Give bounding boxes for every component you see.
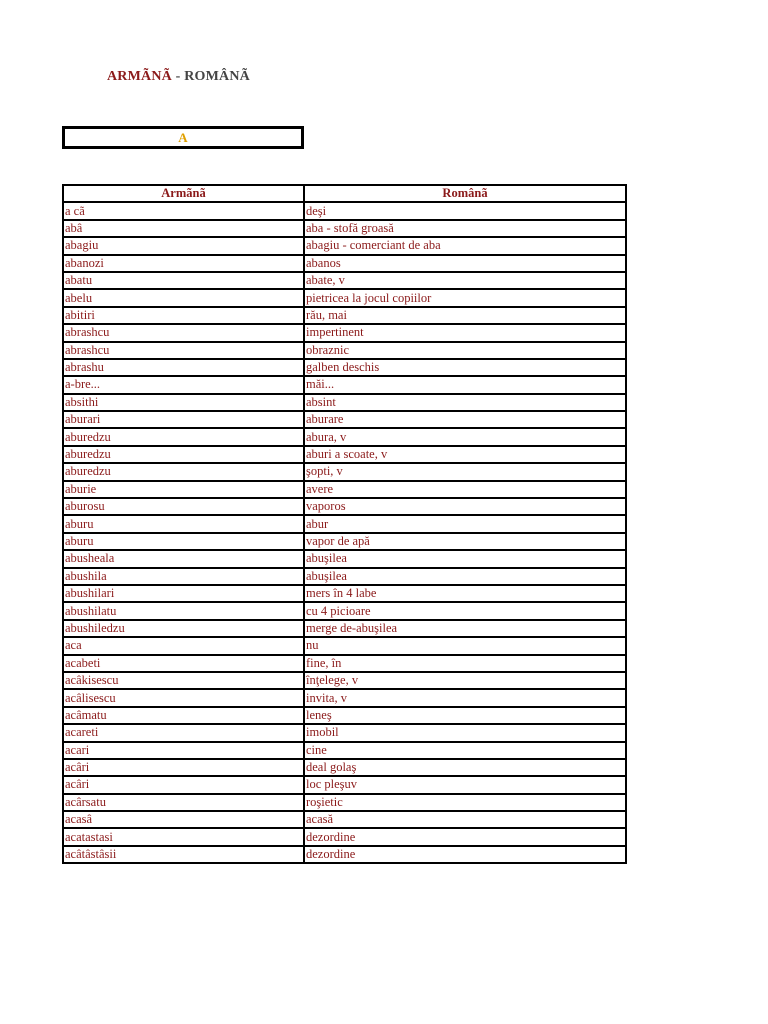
- title-romanian: ROMÂNÃ: [184, 69, 250, 84]
- romanian-translation: fine, în: [304, 655, 626, 672]
- table-row: [63, 602, 626, 619]
- romanian-translation: abuşilea: [304, 568, 626, 585]
- romanian-translation: nu: [304, 637, 626, 654]
- romanian-translation: şopti, v: [304, 463, 626, 480]
- romanian-translation: abagiu - comerciant de aba: [304, 237, 626, 254]
- romanian-translation: rău, mai: [304, 307, 626, 324]
- table-row: [63, 550, 626, 567]
- romanian-translation: galben deschis: [304, 359, 626, 376]
- table-row: [63, 515, 626, 532]
- romanian-translation: aba - stofă groasă: [304, 220, 626, 237]
- romanian-translation: leneş: [304, 707, 626, 724]
- table-row: [63, 689, 626, 706]
- table-row: [63, 394, 626, 411]
- romanian-translation: vapor de apă: [304, 533, 626, 550]
- aromanian-word: acasâ: [63, 811, 304, 828]
- romanian-translation: invita, v: [304, 689, 626, 706]
- dictionary-table: [62, 184, 627, 864]
- romanian-translation: absint: [304, 394, 626, 411]
- aromanian-word: acâri: [63, 776, 304, 793]
- aromanian-word: abanozi: [63, 255, 304, 272]
- section-letter-box: [62, 126, 304, 149]
- romanian-translation: abate, v: [304, 272, 626, 289]
- aromanian-word: aburie: [63, 481, 304, 498]
- romanian-translation: loc pleşuv: [304, 776, 626, 793]
- dictionary-body: [63, 202, 626, 863]
- table-row: [63, 846, 626, 863]
- aromanian-word: acareti: [63, 724, 304, 741]
- aromanian-word: aburosu: [63, 498, 304, 515]
- table-row: [63, 255, 626, 272]
- table-row: [63, 202, 626, 219]
- aromanian-word: abrashcu: [63, 324, 304, 341]
- romanian-translation: măi...: [304, 376, 626, 393]
- table-row: [63, 724, 626, 741]
- table-row: [63, 776, 626, 793]
- romanian-translation: deal golaş: [304, 759, 626, 776]
- romanian-translation: abanos: [304, 255, 626, 272]
- aromanian-word: aburedzu: [63, 428, 304, 445]
- aromanian-word: aburu: [63, 515, 304, 532]
- table-row: [63, 672, 626, 689]
- table-row: [63, 446, 626, 463]
- section-letter: A: [178, 130, 188, 145]
- table-row: [63, 585, 626, 602]
- romanian-translation: pietricea la jocul copiilor: [304, 289, 626, 306]
- romanian-translation: cine: [304, 742, 626, 759]
- table-row: [63, 707, 626, 724]
- aromanian-word: aburedzu: [63, 463, 304, 480]
- table-row: [63, 359, 626, 376]
- romanian-translation: abuşilea: [304, 550, 626, 567]
- table-row: [63, 481, 626, 498]
- table-row: [63, 620, 626, 637]
- table-row: [63, 342, 626, 359]
- aromanian-word: abushilari: [63, 585, 304, 602]
- aromanian-word: abelu: [63, 289, 304, 306]
- romanian-translation: înţelege, v: [304, 672, 626, 689]
- aromanian-word: acari: [63, 742, 304, 759]
- table-row: [63, 794, 626, 811]
- aromanian-word: abrashcu: [63, 342, 304, 359]
- aromanian-word: acâlisescu: [63, 689, 304, 706]
- aromanian-word: abrashu: [63, 359, 304, 376]
- aromanian-word: abagiu: [63, 237, 304, 254]
- aromanian-word: abushiledzu: [63, 620, 304, 637]
- title-separator: -: [171, 69, 185, 84]
- table-row: [63, 376, 626, 393]
- table-row: [63, 289, 626, 306]
- table-row: [63, 237, 626, 254]
- aromanian-word: a cã: [63, 202, 304, 219]
- romanian-translation: avere: [304, 481, 626, 498]
- romanian-translation: aburare: [304, 411, 626, 428]
- aromanian-word: acâkisescu: [63, 672, 304, 689]
- romanian-translation: abur: [304, 515, 626, 532]
- table-row: [63, 307, 626, 324]
- table-row: [63, 637, 626, 654]
- aromanian-word: abitiri: [63, 307, 304, 324]
- aromanian-word: acârsatu: [63, 794, 304, 811]
- aromanian-word: acatastasi: [63, 828, 304, 845]
- romanian-translation: imobil: [304, 724, 626, 741]
- table-row: [63, 811, 626, 828]
- table-row: [63, 828, 626, 845]
- aromanian-word: aburedzu: [63, 446, 304, 463]
- header-romanian: Românã: [304, 185, 626, 202]
- aromanian-word: absithi: [63, 394, 304, 411]
- document-title: [107, 69, 250, 85]
- aromanian-word: acabeti: [63, 655, 304, 672]
- romanian-translation: mers în 4 labe: [304, 585, 626, 602]
- romanian-translation: dezordine: [304, 846, 626, 863]
- aromanian-word: aburu: [63, 533, 304, 550]
- romanian-translation: cu 4 picioare: [304, 602, 626, 619]
- table-row: [63, 568, 626, 585]
- table-row: [63, 655, 626, 672]
- aromanian-word: abushilatu: [63, 602, 304, 619]
- aromanian-word: aca: [63, 637, 304, 654]
- table-row: [63, 220, 626, 237]
- table-row: [63, 498, 626, 515]
- aromanian-word: abâ: [63, 220, 304, 237]
- romanian-translation: abura, v: [304, 428, 626, 445]
- aromanian-word: aburari: [63, 411, 304, 428]
- aromanian-word: acâtâstâsii: [63, 846, 304, 863]
- aromanian-word: abusheala: [63, 550, 304, 567]
- table-row: [63, 324, 626, 341]
- romanian-translation: acasă: [304, 811, 626, 828]
- aromanian-word: a-bre...: [63, 376, 304, 393]
- table-row: [63, 533, 626, 550]
- aromanian-word: acâmatu: [63, 707, 304, 724]
- aromanian-word: abatu: [63, 272, 304, 289]
- header-aromanian: Armãnã: [63, 185, 304, 202]
- table-row: [63, 463, 626, 480]
- romanian-translation: vaporos: [304, 498, 626, 515]
- table-row: [63, 411, 626, 428]
- table-row: [63, 742, 626, 759]
- aromanian-word: abushila: [63, 568, 304, 585]
- romanian-translation: dezordine: [304, 828, 626, 845]
- table-row: [63, 428, 626, 445]
- romanian-translation: roşietic: [304, 794, 626, 811]
- romanian-translation: merge de-abuşilea: [304, 620, 626, 637]
- table-header-row: [63, 185, 626, 202]
- aromanian-word: acâri: [63, 759, 304, 776]
- romanian-translation: aburi a scoate, v: [304, 446, 626, 463]
- title-aromanian: ARMÃNÃ: [107, 69, 172, 84]
- table-row: [63, 272, 626, 289]
- romanian-translation: obraznic: [304, 342, 626, 359]
- table-row: [63, 759, 626, 776]
- romanian-translation: deşi: [304, 202, 626, 219]
- romanian-translation: impertinent: [304, 324, 626, 341]
